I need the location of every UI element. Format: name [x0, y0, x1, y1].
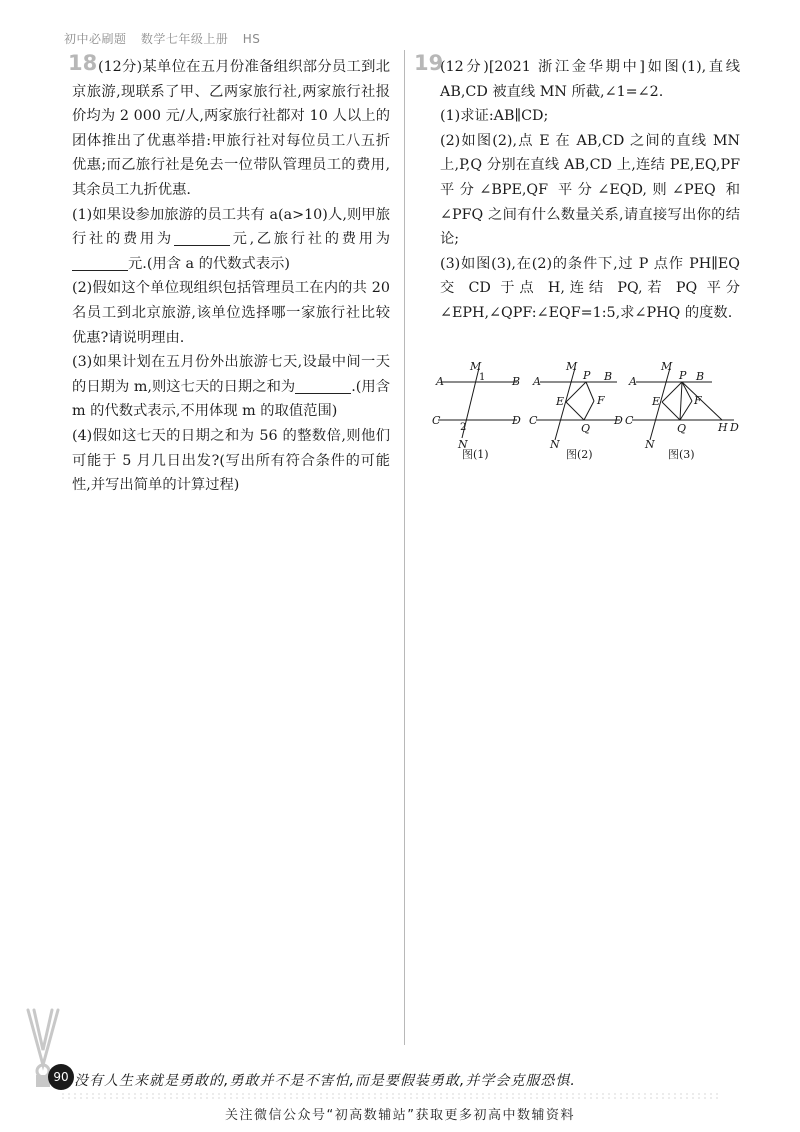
- fig2-label-d: D: [614, 414, 623, 427]
- part-3-text-b: .(用含 m 的代数式表示,不用体现 m 的取值范围): [72, 378, 390, 420]
- fig1-label-b: B: [512, 375, 521, 388]
- fig3-line-qf: [680, 401, 692, 420]
- dot-pattern: [60, 1092, 720, 1100]
- part-1-text-a: (1)如果设参加旅游的员工共有 a(a>10)人,则甲旅行社的费用为: [72, 206, 390, 248]
- part-1-text-b: 元,乙旅行社的费用为: [229, 231, 390, 248]
- fig2-label-e: E: [556, 395, 565, 408]
- subject-title: 数学七年级上册: [140, 32, 229, 46]
- fig3-label-d: D: [730, 421, 739, 434]
- question-stem: (12分)某单位在五月份准备组织部分员工到北京旅游,现联系了甲、乙两家旅行社,两家旅行社报价均为 2 000 元/人,两家旅行社都对 10 人以上的团体推出了优惠举措:甲旅行社对每位员工八五折优惠;而乙旅行社是免去一位带队管理员工的费用,其余员工九折优惠.: [72, 59, 390, 198]
- fig1-caption: 图(1): [462, 448, 489, 461]
- question-number: 19: [414, 51, 444, 75]
- fig2-label-m: M: [566, 360, 578, 373]
- fig2-line-eq: [566, 402, 584, 420]
- question-part-4: (4)假如这七天的日期之和为 56 的整数倍,则他们可能于 5 月几日出发?(写出所有符合条件的可能性,并写出简单的计算过程): [72, 427, 390, 494]
- edition-label: HS: [242, 32, 261, 46]
- fig3-label-a: A: [629, 375, 637, 388]
- fig2-line-qf: [584, 401, 594, 420]
- fig1-label-m: M: [470, 360, 482, 373]
- fig1-label-a: A: [436, 375, 444, 388]
- question-number: 18: [68, 51, 98, 75]
- fig1-label-c: C: [432, 414, 441, 427]
- fig2-label-c: C: [529, 414, 538, 427]
- answer-blank-1[interactable]: [174, 229, 230, 246]
- answer-blank-2[interactable]: [72, 254, 128, 271]
- fig3-line-pf: [682, 382, 692, 401]
- fig3-line-pq: [680, 382, 682, 420]
- fig2-label-f: F: [597, 394, 605, 407]
- question-part-1: [72, 203, 390, 277]
- fig2-line-pf: [586, 382, 594, 401]
- fig3-label-m: M: [661, 360, 673, 373]
- question-part-2: (2)假如这个单位现组织包括管理员工在内的共 20 名员工到北京旅游,该单位选择哪一家旅行社比较优惠?请说明理由.: [72, 280, 390, 346]
- fig2-label-p: P: [583, 369, 591, 382]
- geometry-figures: [432, 360, 742, 465]
- fig3-label-e: E: [652, 395, 661, 408]
- fig3-caption: 图(3): [668, 448, 695, 461]
- fig3-label-n: N: [645, 438, 655, 451]
- fig3-line-eq: [662, 402, 680, 420]
- fig1-label-n: N: [458, 438, 468, 451]
- question-stem: (12分)[2021 浙江金华期中]如图(1),直线 AB,CD 被直线 MN 所截,∠1=∠2.: [440, 59, 740, 100]
- page-number: 90: [48, 1064, 74, 1090]
- fig1-label-angle2: 2: [460, 422, 467, 433]
- footer-motto: 没有人生来就是勇敢的,勇敢并不是不害怕,而是要假装勇敢,并学会克服恐惧.: [74, 1073, 576, 1089]
- fig3-label-f: F: [694, 394, 702, 407]
- fig3-label-b: B: [696, 370, 705, 383]
- part-3-text-a: (3)如果计划在五月份外出旅游七天,设最中间一天的日期为 m,则这七天的日期之和为: [72, 354, 390, 395]
- fig2-label-b: B: [604, 370, 613, 383]
- question-part-1: (1)求证:AB∥CD;: [440, 108, 549, 125]
- bottom-note: 关注微信公众号“初高数辅站”获取更多初高中数辅资料: [225, 1108, 575, 1123]
- part-1-text-c: 元.(用含 a 的代数式表示): [128, 255, 290, 272]
- page-header: [64, 30, 270, 47]
- fig3-label-q: Q: [677, 422, 687, 435]
- fig3-line-ph: [682, 382, 722, 420]
- answer-blank-3[interactable]: [295, 377, 351, 394]
- column-divider: [404, 50, 405, 1045]
- fig1-label-d: D: [512, 414, 521, 427]
- question-part-2: (2)如图(2),点 E 在 AB,CD 之间的直线 MN 上,P,Q 分别在直线 AB,CD 上,连结 PE,EQ,PF 平分∠BPE,QF 平分∠EQD,则∠PEQ 和∠PFQ 之间有什么数量关系,请直接写出你的结论;: [440, 132, 740, 248]
- fig3-label-p: P: [679, 369, 687, 382]
- question-part-3: [72, 350, 390, 424]
- book-title: 初中必刷题: [64, 32, 127, 46]
- question-18: [68, 51, 390, 498]
- fig3-label-h: H: [718, 421, 728, 434]
- fig2-label-q: Q: [581, 422, 591, 435]
- fig2-label-a: A: [533, 375, 541, 388]
- fig2-label-n: N: [550, 438, 560, 451]
- fig2-caption: 图(2): [566, 448, 593, 461]
- fig3-label-c: C: [625, 414, 634, 427]
- question-part-3: (3)如图(3),在(2)的条件下,过 P 点作 PH∥EQ 交 CD 于点 H,连结 PQ,若 PQ 平分∠EPH,∠QPF:∠EQF=1:5,求∠PHQ 的度数.: [440, 255, 740, 321]
- fig2-line-pe: [566, 382, 586, 402]
- fig1-label-angle1: 1: [479, 372, 486, 383]
- question-19: [414, 51, 740, 326]
